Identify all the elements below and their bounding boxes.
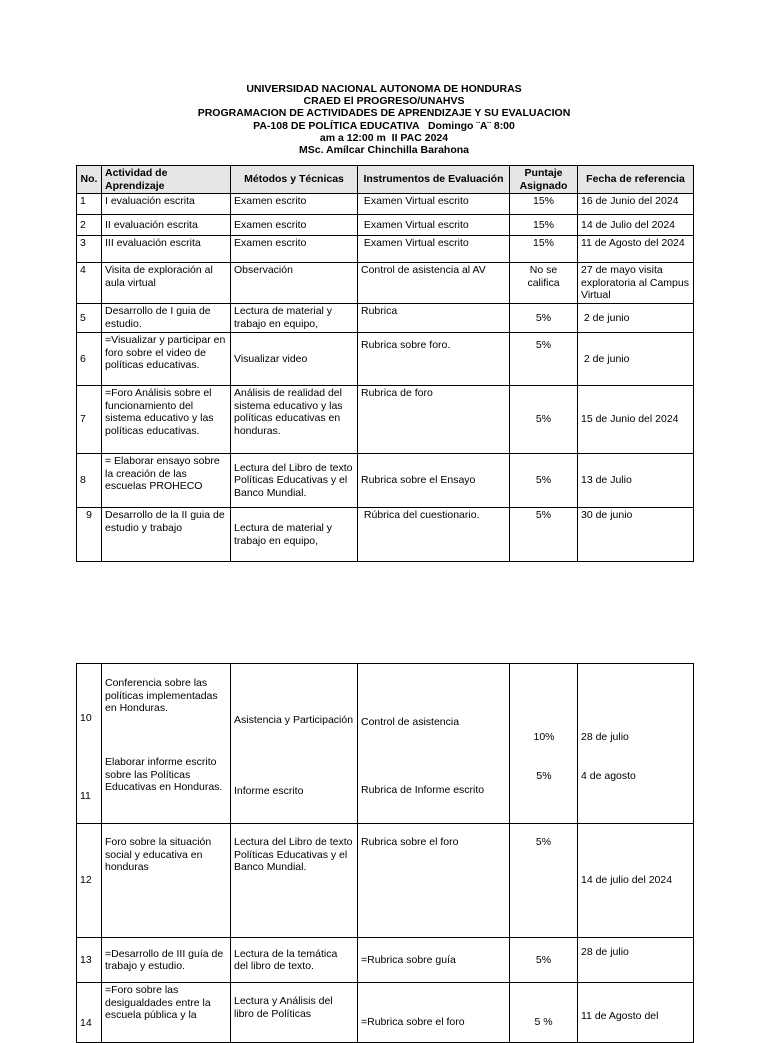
- table-row: [77, 263, 694, 304]
- date-cell: 4 de agosto: [581, 770, 636, 782]
- score-cell: 5%: [510, 454, 578, 508]
- score-cell: 5%: [510, 386, 578, 454]
- row-number: 2: [77, 215, 102, 236]
- date-cell: 14 de Julio del 2024: [578, 215, 694, 236]
- activity-cell: III evaluación escrita: [102, 236, 231, 263]
- row-number: 9: [77, 508, 102, 562]
- activity-cell: =Foro sobre las desigualdades entre la escuela pública y la: [102, 983, 231, 1043]
- activity-cell: Desarrollo de I guia de estudio.: [102, 304, 231, 333]
- row-number-pair: [77, 664, 102, 824]
- instruments-cell: Rubrica de foro: [358, 386, 510, 454]
- date-cell: 2 de junio: [578, 333, 694, 386]
- methods-cell: Examen escrito: [231, 215, 358, 236]
- row-number: 3: [77, 236, 102, 263]
- table-row: [77, 194, 694, 215]
- activity-cell: =Desarrollo de III guía de trabajo y estudio.: [102, 938, 231, 983]
- table-row: [77, 824, 694, 938]
- score-cell: 15%: [510, 194, 578, 215]
- row-number: 14: [77, 983, 102, 1043]
- table-row: [77, 983, 694, 1043]
- methods-cell: Lectura del Libro de texto Políticas Educativas y el Banco Mundial.: [231, 454, 358, 508]
- column-header-date: Fecha de referencia: [578, 166, 694, 194]
- date-cell: 14 de julio del 2024: [578, 824, 694, 938]
- methods-cell: Examen escrito: [231, 236, 358, 263]
- column-header-instruments: Instrumentos de Evaluación: [358, 166, 510, 194]
- instruments-cell: Examen Virtual escrito: [358, 194, 510, 215]
- methods-cell: Lectura del Libro de texto Políticas Educativas y el Banco Mundial.: [231, 824, 358, 938]
- row-number: 12: [77, 824, 102, 938]
- column-header-no: No.: [77, 166, 102, 194]
- table-row: [77, 664, 694, 824]
- score-cell: 5%: [510, 333, 578, 386]
- row-number: 4: [77, 263, 102, 304]
- instruments-cell: Rubrica de Informe escrito: [361, 784, 485, 796]
- table-row: [77, 236, 694, 263]
- program-title: PROGRAMACION DE ACTIVIDADES DE APRENDIZAJE Y SU EVALUACION: [197, 107, 571, 120]
- score-cell: 5%: [510, 824, 578, 938]
- instruments-cell: Rubrica: [358, 304, 510, 333]
- column-header-activity: Actividad de Aprendizaje: [102, 166, 231, 194]
- date-cell: 11 de Agosto del: [578, 983, 694, 1043]
- column-header-methods: Métodos y Técnicas: [231, 166, 358, 194]
- activity-cell: I evaluación escrita: [102, 194, 231, 215]
- table-header-row: [77, 166, 694, 194]
- date-cell: 16 de Junio del 2024: [578, 194, 694, 215]
- score-cell: 15%: [510, 236, 578, 263]
- university-title: UNIVERSIDAD NACIONAL AUTONOMA DE HONDURAS: [246, 83, 522, 95]
- instruments-cell: =Rubrica sobre el foro: [358, 983, 510, 1043]
- instruments-cell: Rubrica sobre el Ensayo: [358, 454, 510, 508]
- methods-cell: Lectura de material y trabajo en equipo,: [231, 304, 358, 333]
- methods-cell-pair: [231, 664, 358, 824]
- table-row: [77, 454, 694, 508]
- activities-table: [76, 165, 694, 562]
- date-cell: 30 de junio: [578, 508, 694, 562]
- methods-cell: Lectura de material y trabajo en equipo,: [231, 508, 358, 562]
- row-number: 8: [77, 454, 102, 508]
- table-row: [77, 508, 694, 562]
- activity-cell: Foro sobre la situación social y educativa en honduras: [102, 824, 231, 938]
- methods-cell: Análisis de realidad del sistema educativo y las políticas educativas en honduras.: [231, 386, 358, 454]
- row-number: 11: [80, 790, 91, 802]
- methods-cell: Lectura de la temática del libro de texto.: [231, 938, 358, 983]
- center-name: CRAED El PROGRESO/UNAHVS: [303, 95, 465, 108]
- activity-cell: Elaborar informe escrito sobre las Políticas Educativas en Honduras.: [105, 756, 223, 793]
- date-cell: 27 de mayo visita exploratoria al Campus Virtual: [578, 263, 694, 304]
- date-cell: 28 de julio: [581, 731, 629, 743]
- score-cell: 5 %: [510, 983, 578, 1043]
- activity-cell: Conferencia sobre las políticas implementadas en Honduras.: [105, 677, 218, 714]
- methods-cell: Visualizar video: [231, 333, 358, 386]
- table-row: [77, 333, 694, 386]
- activities-table-continued: [76, 663, 694, 1043]
- methods-cell: Examen escrito: [231, 194, 358, 215]
- table-row: [77, 386, 694, 454]
- column-header-score: Puntaje Asignado: [510, 166, 578, 194]
- row-number: 6: [77, 333, 102, 386]
- methods-cell: Asistencia y Participación: [234, 714, 354, 726]
- activity-cell: =Visualizar y participar en foro sobre el video de políticas educativas.: [102, 333, 231, 386]
- instruments-cell: Control de asistencia al AV: [358, 263, 510, 304]
- document-header: [0, 83, 768, 156]
- row-number: 5: [77, 304, 102, 333]
- score-cell: 5%: [510, 508, 578, 562]
- score-cell: 5%: [510, 938, 578, 983]
- score-cell: 5%: [536, 770, 552, 782]
- score-cell: 5%: [510, 304, 578, 333]
- activity-cell: Desarrollo de la II guia de estudio y trabajo: [102, 508, 231, 562]
- activity-cell: =Foro Análisis sobre el funcionamiento del sistema educativo y las políticas educativas.: [102, 386, 231, 454]
- activity-cell: II evaluación escrita: [102, 215, 231, 236]
- row-number: 1: [77, 194, 102, 215]
- score-cell: 10%: [533, 731, 555, 743]
- schedule-line: am a 12:00 m II PAC 2024: [319, 131, 449, 144]
- course-line: PA-108 DE POLÍTICA EDUCATIVA Domingo ¨A¨ 8:00: [253, 119, 515, 132]
- score-cell: 15%: [510, 215, 578, 236]
- methods-cell: Observación: [231, 263, 358, 304]
- activity-cell-pair: [102, 664, 231, 824]
- instruments-cell: Examen Virtual escrito: [358, 236, 510, 263]
- methods-cell: Informe escrito: [234, 785, 304, 797]
- score-cell: No se califica: [510, 263, 578, 304]
- date-cell: 13 de Julio: [578, 454, 694, 508]
- date-cell: 28 de julio: [578, 938, 694, 983]
- methods-cell: Lectura y Análisis del libro de Políticas: [231, 983, 358, 1043]
- table-row: [77, 215, 694, 236]
- instruments-cell: Examen Virtual escrito: [358, 215, 510, 236]
- instruments-cell-pair: [358, 664, 510, 824]
- activity-cell: Visita de exploración al aula virtual: [102, 263, 231, 304]
- row-number: 7: [77, 386, 102, 454]
- instruments-cell: Control de asistencia: [361, 716, 460, 728]
- instruments-cell: Rubrica sobre foro.: [358, 333, 510, 386]
- instruments-cell: Rúbrica del cuestionario.: [358, 508, 510, 562]
- instructor-name: MSc. Amílcar Chinchilla Barahona: [299, 144, 469, 157]
- date-cell: 2 de junio: [578, 304, 694, 333]
- activity-cell: = Elaborar ensayo sobre la creación de las escuelas PROHECO: [102, 454, 231, 508]
- row-number: 13: [77, 938, 102, 983]
- score-cell-pair: [510, 664, 578, 824]
- table-row: [77, 304, 694, 333]
- instruments-cell: Rubrica sobre el foro: [358, 824, 510, 938]
- date-cell: 11 de Agosto del 2024: [578, 236, 694, 263]
- instruments-cell: =Rubrica sobre guía: [358, 938, 510, 983]
- date-cell-pair: [578, 664, 694, 824]
- table-row: [77, 938, 694, 983]
- row-number: 10: [80, 712, 92, 724]
- date-cell: 15 de Junio del 2024: [578, 386, 694, 454]
